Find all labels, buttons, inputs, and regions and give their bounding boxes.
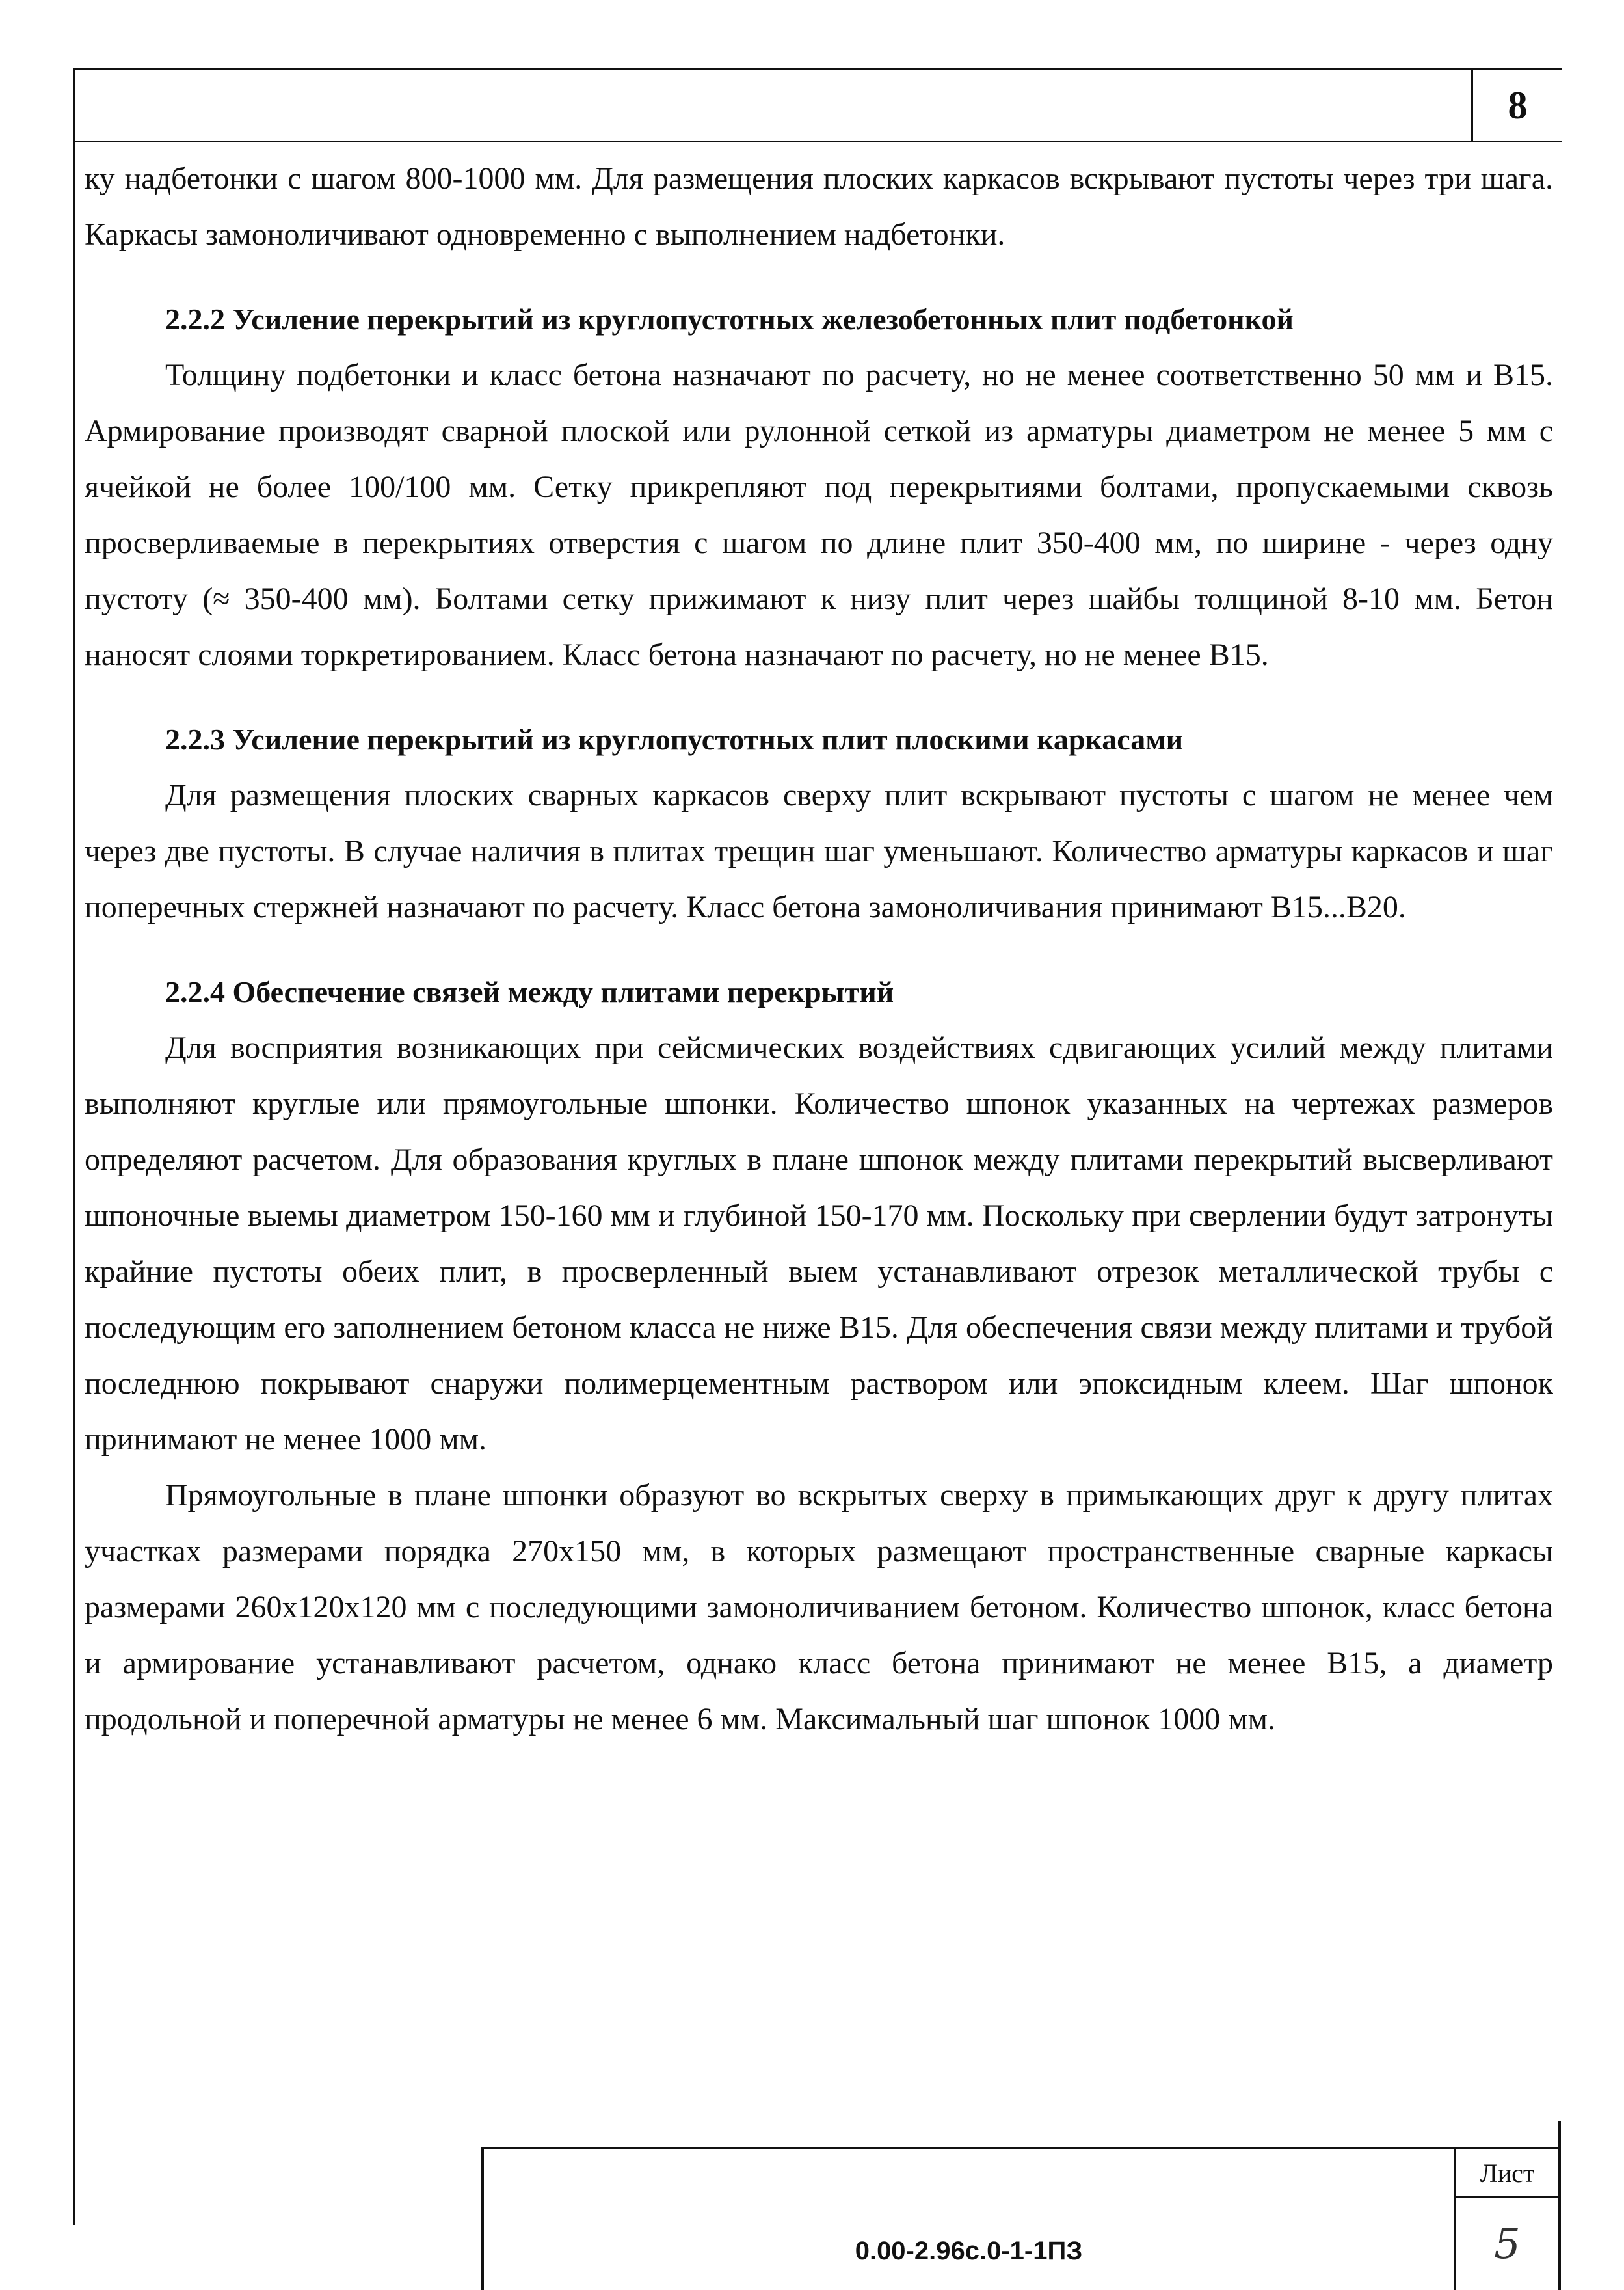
document-body — [85, 151, 1553, 1747]
section-heading-2-2-2: 2.2.2 Усиление перекрытий из круглопустотных железобетонных плит подбетонкой — [165, 303, 1294, 336]
section-heading-2-2-3: 2.2.3 Усиление перекрытий из круглопустотных плит плоскими каркасами — [165, 723, 1184, 756]
paragraph-2-2-3: Для размещения плоских сварных каркасов сверху плит вскрывают пустоты с шагом не менее чем через две пустоты. В случае наличия в плитах трещин шаг уменьшают. Количество арматуры каркасов и шаг поперечных стержней назначают по расчету. Класс бетона замоноличивания принимают В15...В20. — [85, 778, 1553, 924]
header-separator — [73, 141, 1562, 142]
paragraph-2-2-4-rectangular-keys: Прямоугольные в плане шпонки образуют во вскрытых сверху в примыкающих друг к другу плитах участках размерами порядка 270х150 мм, в которых размещают пространственные сварные каркасы размерами 260х120х120 мм с последующими замоноличиванием бетоном. Количество шпонок, класс бетона и армирование устанавливают расчетом, однако класс бетона принимают не менее В15, а диаметр продольной и поперечной арматуры не менее 6 мм. Максимальный шаг шпонок 1000 мм. — [85, 1478, 1553, 1736]
document-code: 0.00-2.96с.0-1-1ПЗ — [855, 2236, 1083, 2265]
paragraph-2-2-4-round-keys: Для восприятия возникающих при сейсмических воздействиях сдвигающих усилий между плитами выполняют круглые или прямоугольные шпонки. Количество шпонок указанных на чертежах размеров определяют расчетом. Для образования круглых в плане шпонок между плитами перекрытий высверливают шпоночные выемы диаметром 150-160 мм и глубиной 150-170 мм. Поскольку при сверлении будут затронуты крайние пустоты обеих плит, в просверленный выем устанавливают отрезок металлической трубы с последующим его заполнением бетоном класса не ниже В15. Для обеспечения связи между плитами и трубой последнюю покрывают снаружи полимерцементным раствором или эпоксидным клеем. Шаг шпонок принимают не менее 1000 мм. — [85, 1030, 1553, 1457]
paragraph-2-2-2: Толщину подбетонки и класс бетона назначают по расчету, но не менее соответственно 50 мм и В15. Армирование производят сварной плоской или рулонной сеткой из арматуры диаметром не менее 5 мм с ячейкой не более 100/100 мм. Сетку прикрепляют под перекрытиями болтами, пропускаемыми сквозь просверливаемые в перекрытиях отверстия с шагом по длине плит 350-400 мм, по ширине - через одну пустоту (≈ 350-400 мм). Болтами сетку прижимают к низу плит через шайбы толщиной 8-10 мм. Бетон наносят слоями торкретированием. Класс бетона назначают по расчету, но не менее В15. — [85, 358, 1553, 672]
frame-left-border — [73, 68, 75, 2225]
sheet-label: Лист — [1480, 2158, 1535, 2188]
spacer — [85, 263, 1553, 291]
title-block-top-border — [481, 2147, 1561, 2149]
frame-top-border — [73, 68, 1562, 70]
page-number: 8 — [1508, 83, 1528, 127]
sheet-number: 5 — [1494, 2220, 1521, 2269]
paragraph-continuation: ку надбетонки с шагом 800-1000 мм. Для размещения плоских каркасов вскрывают пустоты через три шага. Каркасы замоноличивают одновременно с выполнением надбетонки. — [85, 161, 1553, 252]
spacer — [85, 936, 1553, 964]
title-block-right-border — [1558, 2140, 1561, 2290]
spacer — [85, 683, 1553, 712]
sheet-cell-separator — [1456, 2196, 1559, 2198]
section-heading-2-2-4: 2.2.4 Обеспечение связей между плитами перекрытий — [165, 975, 894, 1008]
